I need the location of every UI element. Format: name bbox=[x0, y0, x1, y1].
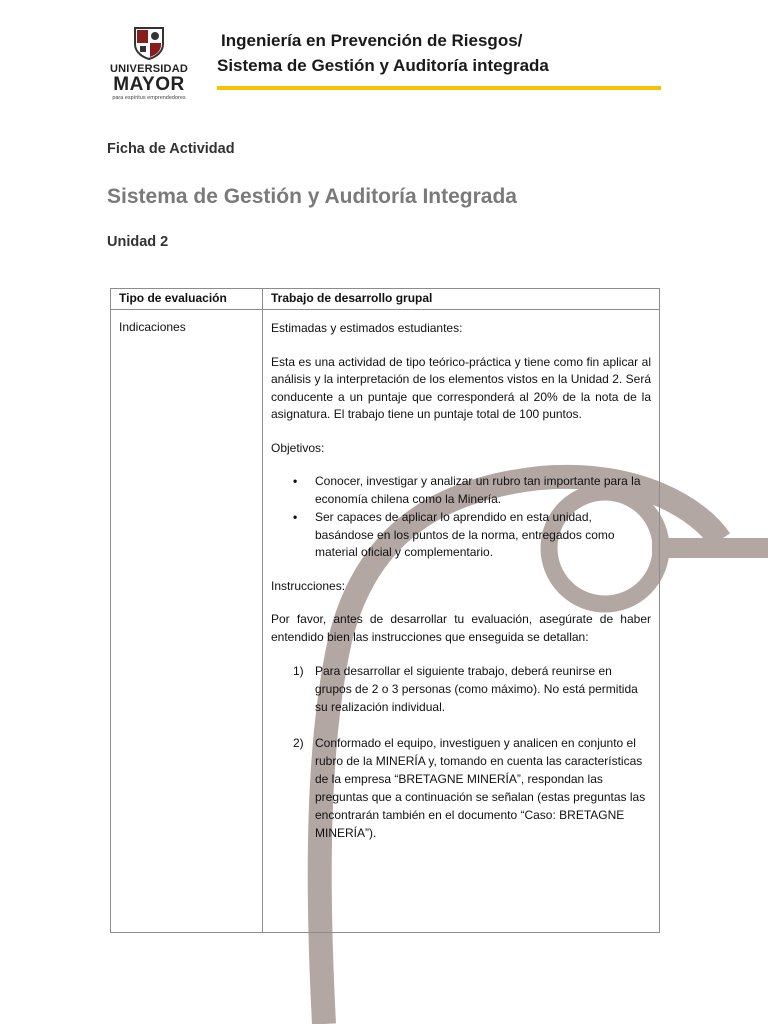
bullet-icon: • bbox=[293, 510, 298, 524]
list-item bbox=[293, 509, 651, 562]
table-row bbox=[111, 310, 660, 933]
shield-icon bbox=[132, 26, 166, 60]
header-title bbox=[217, 28, 549, 78]
evaluation-type-label: Tipo de evaluación bbox=[111, 289, 263, 310]
step-number: 2) bbox=[293, 736, 304, 750]
greeting: Estimadas y estimados estudiantes: bbox=[271, 321, 463, 335]
step-number: 1) bbox=[293, 664, 304, 678]
objectives-list bbox=[271, 473, 651, 562]
instructions-heading: Instrucciones: bbox=[271, 578, 346, 593]
intro-paragraph: Esta es una actividad de tipo teórico-práctica y tiene como fin aplicar al análisis y la interpretación de los elementos vistos en la Unidad 2. Será conducente a un puntaje que corresponderá al 20% de la nota de la asignatura. El trabajo tiene un puntaje total de 100 puntos. bbox=[271, 354, 651, 421]
logo-tagline: para espíritus emprendedores bbox=[112, 95, 186, 101]
step-text: Conformado el equipo, investiguen y analicen en conjunto el rubro de la MINERÍA y, tomando en cuenta las características de la empresa “BRETAGNE MINERÍA”, respondan las preguntas que a continuación se señalan (estas preguntas las encontrarán también en el documento “Caso: BRETAGNE MINERÍA”). bbox=[315, 736, 646, 840]
objective-text: Conocer, investigar y analizar un rubro tan importante para la economía chilena como la Minería. bbox=[315, 474, 641, 506]
instructions-intro: Por favor, antes de desarrollar tu evaluación, asegúrate de haber entendido bien las instrucciones que enseguida se detallan: bbox=[271, 612, 651, 644]
objectives-heading: Objetivos: bbox=[271, 440, 325, 455]
indications-label: Indicaciones bbox=[111, 310, 263, 933]
evaluation-type-value: Trabajo de desarrollo grupal bbox=[263, 289, 660, 310]
indications-content bbox=[263, 310, 660, 933]
header-title-line1: Ingeniería en Prevención de Riesgos/ bbox=[221, 31, 523, 50]
instructions-list bbox=[271, 662, 651, 842]
list-item bbox=[293, 473, 651, 508]
page-title: Sistema de Gestión y Auditoría Integrada bbox=[107, 185, 517, 208]
list-item bbox=[293, 734, 651, 842]
logo-line2: MAYOR bbox=[113, 74, 185, 95]
university-logo bbox=[104, 26, 194, 101]
activity-table bbox=[110, 288, 660, 933]
step-text: Para desarrollar el siguiente trabajo, deberá reunirse en grupos de 2 o 3 personas (como máximo). No está permitida su realización individual. bbox=[315, 664, 638, 714]
list-item bbox=[293, 662, 651, 716]
objective-text: Ser capaces de aplicar lo aprendido en esta unidad, basándose en los puntos de la norma, entregados como material oficial y complementario. bbox=[315, 510, 615, 559]
header-rule bbox=[217, 86, 661, 90]
bullet-icon: • bbox=[293, 474, 298, 488]
logo-line1: UNIVERSIDAD bbox=[110, 63, 188, 75]
unit-label: Unidad 2 bbox=[107, 234, 169, 250]
table-row bbox=[111, 289, 660, 310]
header-title-line2: Sistema de Gestión y Auditoría integrada bbox=[217, 56, 549, 75]
section-label: Ficha de Actividad bbox=[107, 141, 235, 157]
